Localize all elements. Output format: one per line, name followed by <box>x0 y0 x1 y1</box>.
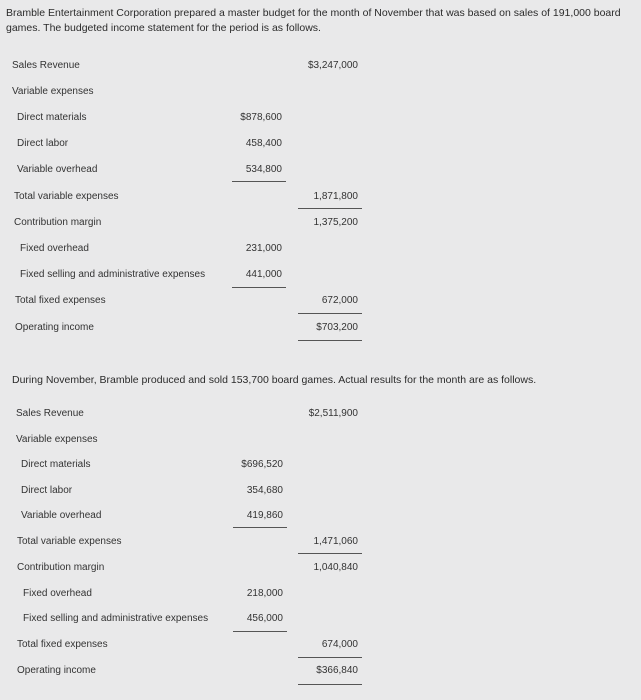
row-amount: 458,400 <box>245 138 282 149</box>
row-label: Fixed selling and administrative expenses <box>23 613 209 624</box>
row-label: Fixed overhead <box>20 243 89 254</box>
row-label: Total fixed expenses <box>15 295 106 306</box>
underline <box>298 208 362 209</box>
row-total: 1,375,200 <box>313 217 358 228</box>
row-amount: 441,000 <box>245 269 282 280</box>
row-label: Direct materials <box>21 459 91 470</box>
row-amount: 419,860 <box>246 510 283 521</box>
double-underline <box>298 340 362 341</box>
row-label: Total variable expenses <box>17 536 122 547</box>
row-label: Variable expenses <box>12 86 94 97</box>
underline <box>298 313 362 314</box>
row-label: Direct labor <box>17 138 69 149</box>
row-label: Fixed overhead <box>23 588 92 599</box>
row-label: Total fixed expenses <box>17 639 108 650</box>
row-amount: 456,000 <box>246 613 283 624</box>
row-label: Direct materials <box>17 112 87 123</box>
row-label: Fixed selling and administrative expenses <box>20 269 206 280</box>
row-amount: 218,000 <box>246 588 283 599</box>
row-total: 672,000 <box>321 295 358 306</box>
underline <box>298 553 362 554</box>
row-label: Operating income <box>17 665 96 676</box>
row-label: Contribution margin <box>14 217 102 228</box>
row-label: Operating income <box>15 322 94 333</box>
row-amount: 534,800 <box>245 164 282 175</box>
row-total: $3,247,000 <box>307 60 358 71</box>
underline <box>298 657 362 658</box>
underline <box>232 181 286 182</box>
row-total: $366,840 <box>316 665 358 676</box>
row-label: Variable expenses <box>16 434 98 445</box>
row-amount: $696,520 <box>241 459 283 470</box>
row-label: Variable overhead <box>17 164 98 175</box>
underline <box>233 527 287 528</box>
row-label: Sales Revenue <box>16 408 84 419</box>
row-label: Variable overhead <box>21 510 102 521</box>
row-label: Total variable expenses <box>14 191 119 202</box>
double-underline <box>298 684 362 685</box>
actual-results-paragraph: During November, Bramble produced and sold 153,700 board games. Actual results for the month are as follows. <box>12 374 537 386</box>
row-total: 1,040,840 <box>313 562 358 573</box>
underline <box>232 287 286 288</box>
underline <box>233 631 287 632</box>
intro-paragraph: Bramble Entertainment Corporation prepared a master budget for the month of November that was based on sales of 191,000 board games. The budgeted income statement for the period is as follows. <box>6 7 621 34</box>
row-total: $703,200 <box>316 322 358 333</box>
row-amount: 231,000 <box>245 243 282 254</box>
row-label: Direct labor <box>21 485 73 496</box>
row-total: 674,000 <box>321 639 358 650</box>
row-amount: $878,600 <box>240 112 282 123</box>
row-amount: 354,680 <box>246 485 283 496</box>
row-total: $2,511,900 <box>308 408 358 419</box>
row-total: 1,871,800 <box>313 191 358 202</box>
row-label: Contribution margin <box>17 562 105 573</box>
row-label: Sales Revenue <box>12 60 80 71</box>
row-total: 1,471,060 <box>313 536 358 547</box>
